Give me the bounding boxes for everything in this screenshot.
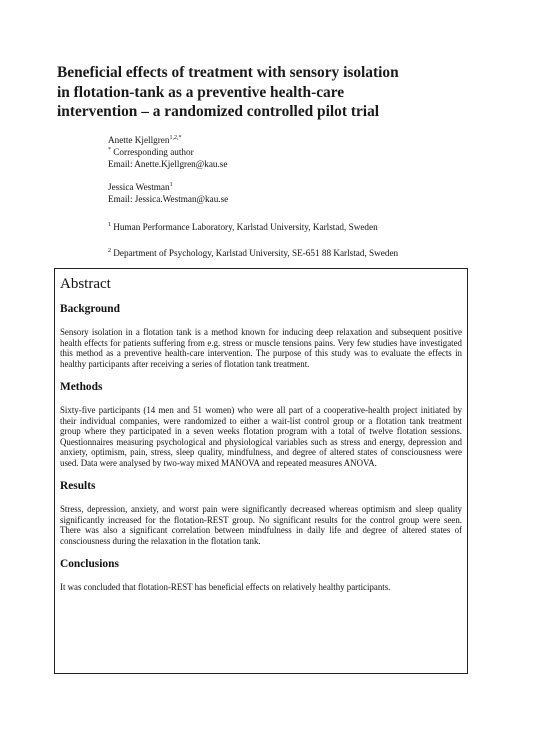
title-line-3: intervention – a randomized controlled pilot trial <box>57 103 380 120</box>
affiliation-1 <box>108 221 488 233</box>
author-2-affil-sup: 1 <box>169 181 173 188</box>
methods-text: Sixty-five participants (14 men and 51 women) who were all part of a cooperative-health project initiated by their individual companies, were randomized to either a wait-list control group or a flotation tank treatment group where they participated in a seven weeks flotation program with a total of twelve flotation sessions. Questionnaires measuring psychological and physiological variables such as stress and energy, depression and anxiety, optimism, pain, stress, sleep quality, mindfulness, and degree of altered states of consciousness were used. Data were analysed by two-way mixed MANOVA and repeated measures ANOVA. <box>60 405 462 468</box>
title-line-2: in flotation-tank as a preventive health-care <box>57 83 345 101</box>
affiliation-1-text: Human Performance Laboratory, Karlstad University, Karlstad, Sweden <box>111 222 378 232</box>
paper-title <box>57 63 477 122</box>
results-text: Stress, depression, anxiety, and worst pain were significantly decreased whereas optimism and sleep quality significantly increased for the flotation-REST group. No significant results for the control group were seen. There was also a significant correlation between mindfulness in daily life and degree of altered states of consciousness during the relaxation in the flotation tank. <box>60 504 462 546</box>
background-heading: Background <box>60 303 120 315</box>
author-2 <box>108 181 468 193</box>
author-2-email[interactable]: Email: Jessica.Westman@kau.se <box>108 193 229 204</box>
methods-heading: Methods <box>60 381 103 393</box>
affiliation-2-sup: 2 <box>108 247 111 254</box>
abstract-heading: Abstract <box>60 276 111 292</box>
corresponding-label: Corresponding author <box>111 147 194 158</box>
author-1-name: Anette Kjellgren <box>108 135 170 145</box>
corresponding-sup: * <box>108 147 111 154</box>
author-2-name: Jessica Westman <box>108 181 170 192</box>
title-line-1: Beneficial effects of treatment with sensory isolation <box>57 64 399 81</box>
abstract-box <box>54 268 468 674</box>
affiliation-1-sup: 1 <box>108 221 111 228</box>
conclusions-heading: Conclusions <box>60 558 119 570</box>
results-heading: Results <box>60 480 96 492</box>
author-1-email[interactable]: Email: Anette.Kjellgren@kau.se <box>108 159 228 170</box>
affiliation-2 <box>108 247 488 259</box>
author-1 <box>108 134 468 146</box>
affiliation-2-text: Department of Psychology, Karlstad University, SE-651 88 Karlstad, Sweden <box>111 248 399 258</box>
author-1-affil-sup: 1,2,* <box>169 134 182 141</box>
author-block <box>108 134 468 205</box>
corresponding-note <box>108 146 468 158</box>
background-text: Sensory isolation in a flotation tank is a method known for inducing deep relaxation and subsequent positive health effects for patients suffering from e.g. stress or muscle tensions pains. Very few studies have investigated this method as a preventive health-care intervention. The purpose of this study was to evaluate the effects in healthy participants after receiving a series of flotation tank treatment. <box>60 327 462 369</box>
conclusions-text: It was concluded that flotation-REST has beneficial effects on relatively healthy participants. <box>60 582 391 592</box>
